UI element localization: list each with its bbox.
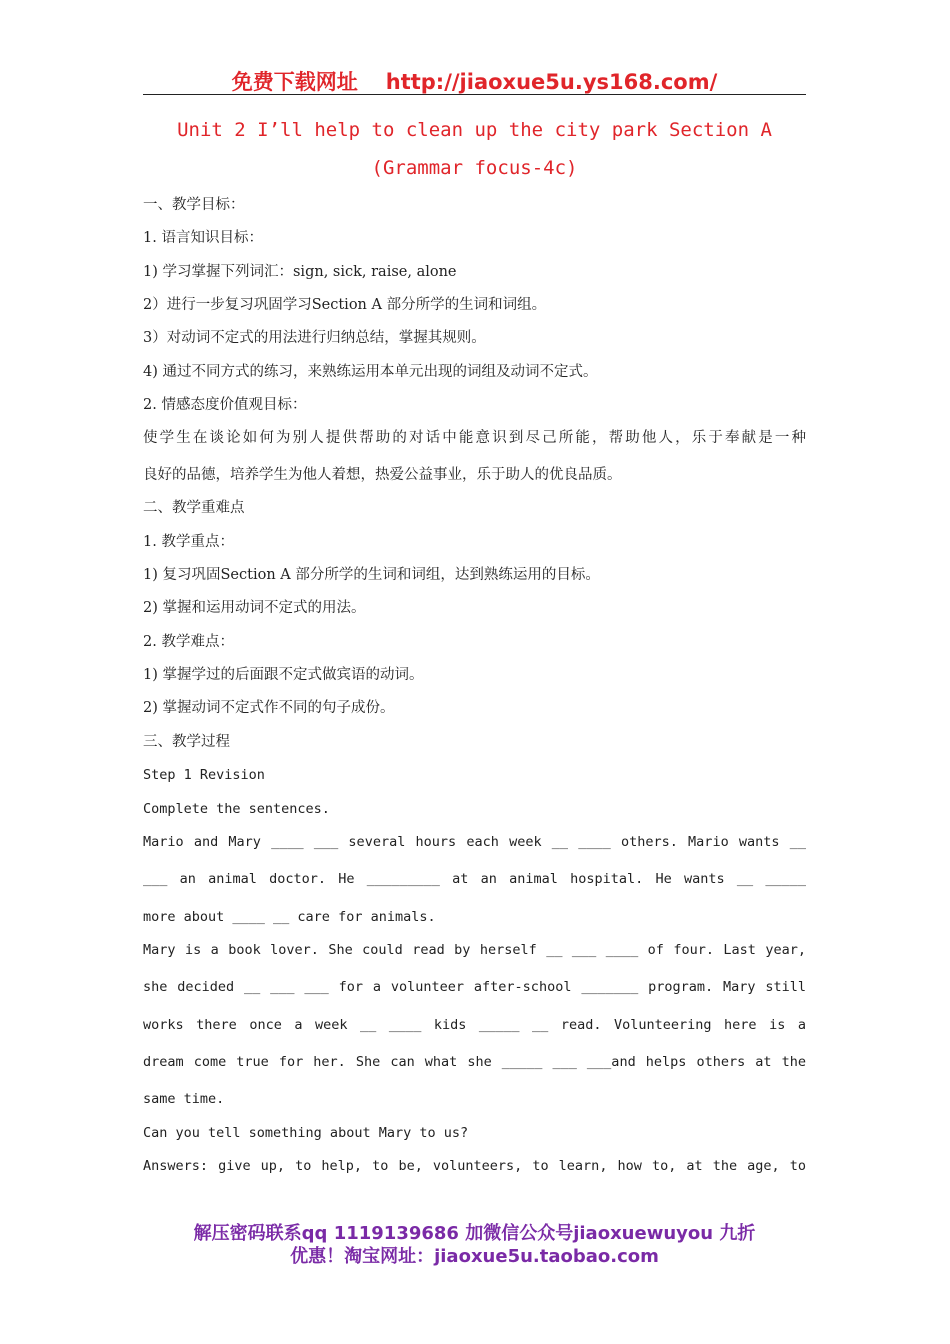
section-heading-objectives: 一、教学目标： [143,197,245,213]
header-label: 免费下载网址 [231,70,358,94]
exercise-line: ___ an animal doctor. He _________ at an animal hospital. He wants __ _____ [143,871,806,887]
header-url-link[interactable]: http://jiaoxue5u.ys168.com/ [385,70,718,94]
footer-line2: 优惠！淘宝网址：jiaoxue5u.taobao.com [290,1246,659,1267]
document-title-line1: Unit 2 I’ll help to clean up the city park Section A [177,119,772,141]
text-line: 1) 掌握学过的后面跟不定式做宾语的动词。 [143,667,424,683]
text-line: 1) 学习掌握下列词汇：sign, sick, raise, alone [143,264,457,280]
exercise-line: dream come true for her. She can what she _____ ___ ___and helps others at the [143,1054,806,1070]
subheading-emotional-goals: 2. 情感态度价值观目标： [143,397,307,413]
exercise-line: Mario and Mary ____ ___ several hours each week __ ____ others. Mario wants __ [143,834,806,850]
text-line: 1) 复习巩固Section A 部分所学的生词和词组，达到熟练运用的目标。 [143,567,600,583]
subheading-difficulties: 2. 教学难点： [143,634,234,650]
step-heading: Step 1 Revision [143,767,265,783]
subheading-language-knowledge: 1. 语言知识目标： [143,230,263,246]
exercise-line: same time. [143,1091,225,1107]
text-line: 2) 掌握和运用动词不定式的用法。 [143,600,366,616]
section-heading-key-points: 二、教学重难点 [143,500,245,516]
exercise-line: Mary is a book lover. She could read by herself __ ___ ____ of four. Last year, [143,942,806,958]
document-title-line2: (Grammar focus-4c) [371,157,578,179]
subheading-focus: 1. 教学重点： [143,534,234,550]
paragraph-line: 使学生在谈论如何为别人提供帮助的对话中能意识到尽己所能，帮助他人，乐于奉献是一种 [143,430,806,446]
exercise-line: works there once a week __ ____ kids _____ __ read. Volunteering here is a [143,1017,806,1033]
paragraph-line: 良好的品德，培养学生为他人着想，热爱公益事业，乐于助人的优良品质。 [143,467,622,483]
question-line: Can you tell something about Mary to us? [143,1125,469,1141]
text-line: 4) 通过不同方式的练习，来熟练运用本单元出现的词组及动词不定式。 [143,364,598,380]
footer-line1: 解压密码联系qq 1119139686 加微信公众号jiaoxuewuyou 九折 [193,1223,756,1244]
header-banner [143,66,806,94]
exercise-line: more about ____ __ care for animals. [143,909,436,925]
exercise-line: she decided __ ___ ___ for a volunteer after-school _______ program. Mary still [143,979,806,995]
text-line: 2) 掌握动词不定式作不同的句子成份。 [143,700,395,716]
section-heading-process: 三、教学过程 [143,734,230,750]
text-line: 3）对动词不定式的用法进行归纳总结，掌握其规则。 [143,330,486,346]
header-divider [143,94,806,95]
exercise-instruction: Complete the sentences. [143,801,330,817]
text-line: 2）进行一步复习巩固学习Section A 部分所学的生词和词组。 [143,297,547,313]
answers-line: Answers: give up, to help, to be, volunteers, to learn, how to, at the age, to [143,1158,806,1174]
